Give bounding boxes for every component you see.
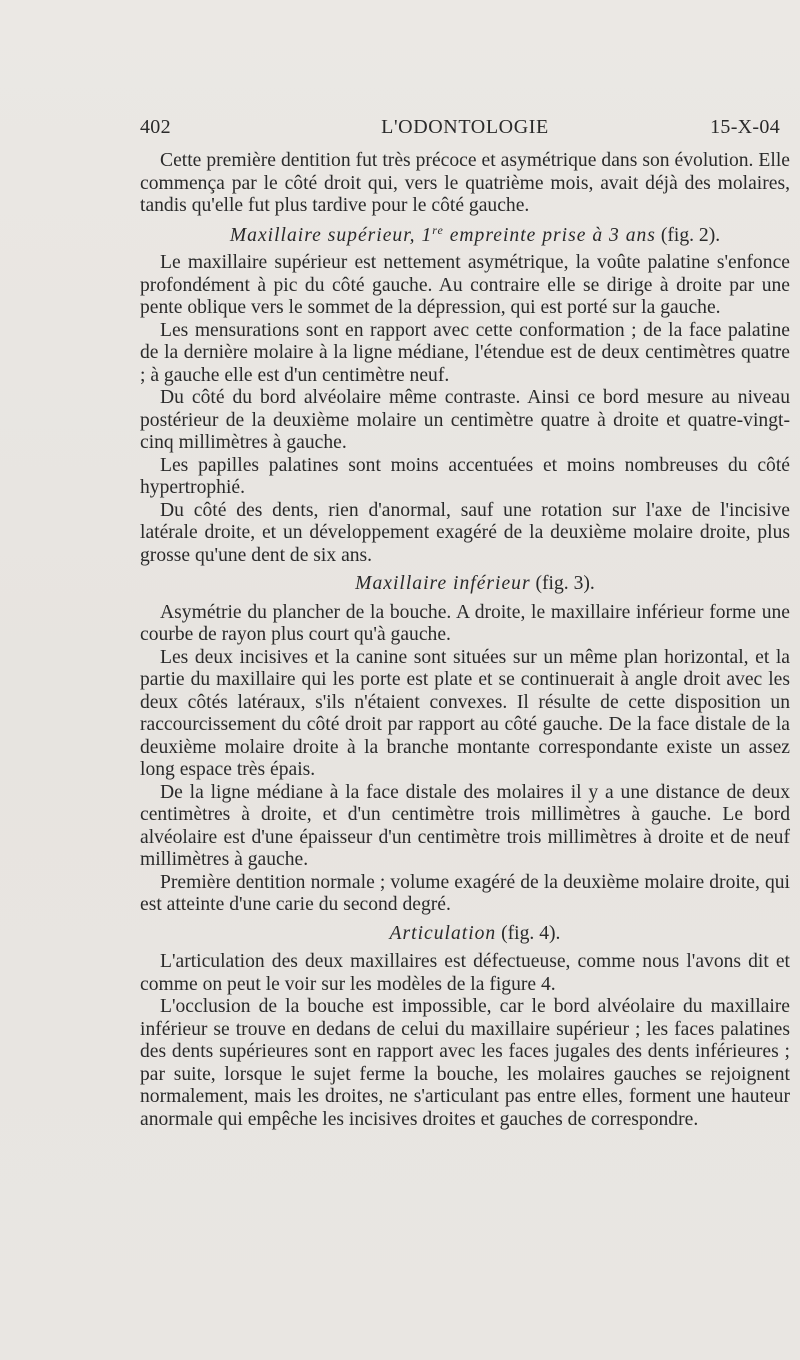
running-header (140, 116, 790, 140)
paragraph-5: Les papilles palatines sont moins accentuées et moins nombreuses du côté hypertrophié. (140, 454, 790, 498)
page-number: 402 (140, 116, 171, 138)
paragraph-10: Première dentition normale ; volume exagéré de la deuxième molaire droite, qui est atteinte d'une carie du second degré. (140, 871, 790, 915)
paragraph-9: De la ligne médiane à la face distale des molaires il y a une distance de deux centimètres à droite, et d'un centimètre trois millimètres à gauche. Le bord alvéolaire est d'une épaisseur d'un centimètre trois millimètres à droite et de neuf millimètres à gauche. (140, 781, 790, 870)
section-heading-maxillaire-superieur: Maxillaire supérieur, 1re empreinte prise à 3 ans (fig. 2). (229, 222, 721, 246)
issue-date: 15-X-04 (710, 116, 780, 138)
paragraph-8: Les deux incisives et la canine sont situées sur un même plan horizontal, et la partie du maxillaire qui les porte est plate et se continuerait à angle droit avec les deux côtés latéraux, s'ils n'étaient convexes. Il résulte de cette disposition un raccourcissement du côté droit par rapport au côté gauche. De la face distale de la deuxième molaire droite à la branche montante correspondante existe un assez long espace très épais. (140, 646, 790, 780)
paragraph-7: Asymétrie du plancher de la bouche. A droite, le maxillaire inférieur forme une courbe de rayon plus court qu'à gauche. (140, 601, 790, 645)
paragraph-11: L'articulation des deux maxillaires est défectueuse, comme nous l'avons dit et comme on peut le voir sur les modèles de la figure 4. (140, 951, 790, 995)
paragraph-3: Les mensurations sont en rapport avec cette conformation ; de la face palatine de la dernière molaire à la ligne médiane, l'étendue est de deux centimètres quatre ; à gauche elle est d'un centimètre neuf. (140, 319, 790, 386)
paragraph-12: L'occlusion de la bouche est impossible, car le bord alvéolaire du maxillaire inférieur se trouve en dedans de celui du maxillaire supérieur ; les faces palatines des dents supérieures sont en rapport avec les faces jugales des dents inférieures ; par suite, lorsque le sujet ferme la bouche, les molaires gauches se rejoignent normalement, mais les droites, ne s'articulant pas entre elles, forment une hauteur anormale qui empêche les incisives droites et gauches de correspondre. (140, 996, 790, 1130)
article-body (140, 150, 790, 1131)
section-heading-maxillaire-inferieur: Maxillaire inférieur (fig. 3). (355, 573, 595, 594)
paragraph-4: Du côté du bord alvéolaire même contraste. Ainsi ce bord mesure au niveau postérieur de la deuxième molaire un centimètre quatre à droite et quatre-vingt-cinq millimètres à gauche. (140, 387, 790, 453)
paragraph-6: Du côté des dents, rien d'anormal, sauf une rotation sur l'axe de l'incisive latérale droite, et un développement exagéré de la deuxième molaire droite, plus grosse qu'une dent de six ans. (140, 499, 790, 566)
paragraph-1: Cette première dentition fut très précoce et asymétrique dans son évolution. Elle commença par le côté droit qui, vers le quatrième mois, avait déjà des molaires, tandis qu'elle fut plus tardive pour le côté gauche. (140, 150, 790, 216)
paragraph-2: Le maxillaire supérieur est nettement asymétrique, la voûte palatine s'enfonce profondément à pic du côté gauche. Au contraire elle se dirige à droite par une pente oblique vers le sommet de la dépression, qui est porté sur la gauche. (140, 252, 790, 318)
journal-title: L'ODONTOLOGIE (381, 116, 549, 138)
section-heading-articulation: Articulation (fig. 4). (389, 922, 561, 944)
